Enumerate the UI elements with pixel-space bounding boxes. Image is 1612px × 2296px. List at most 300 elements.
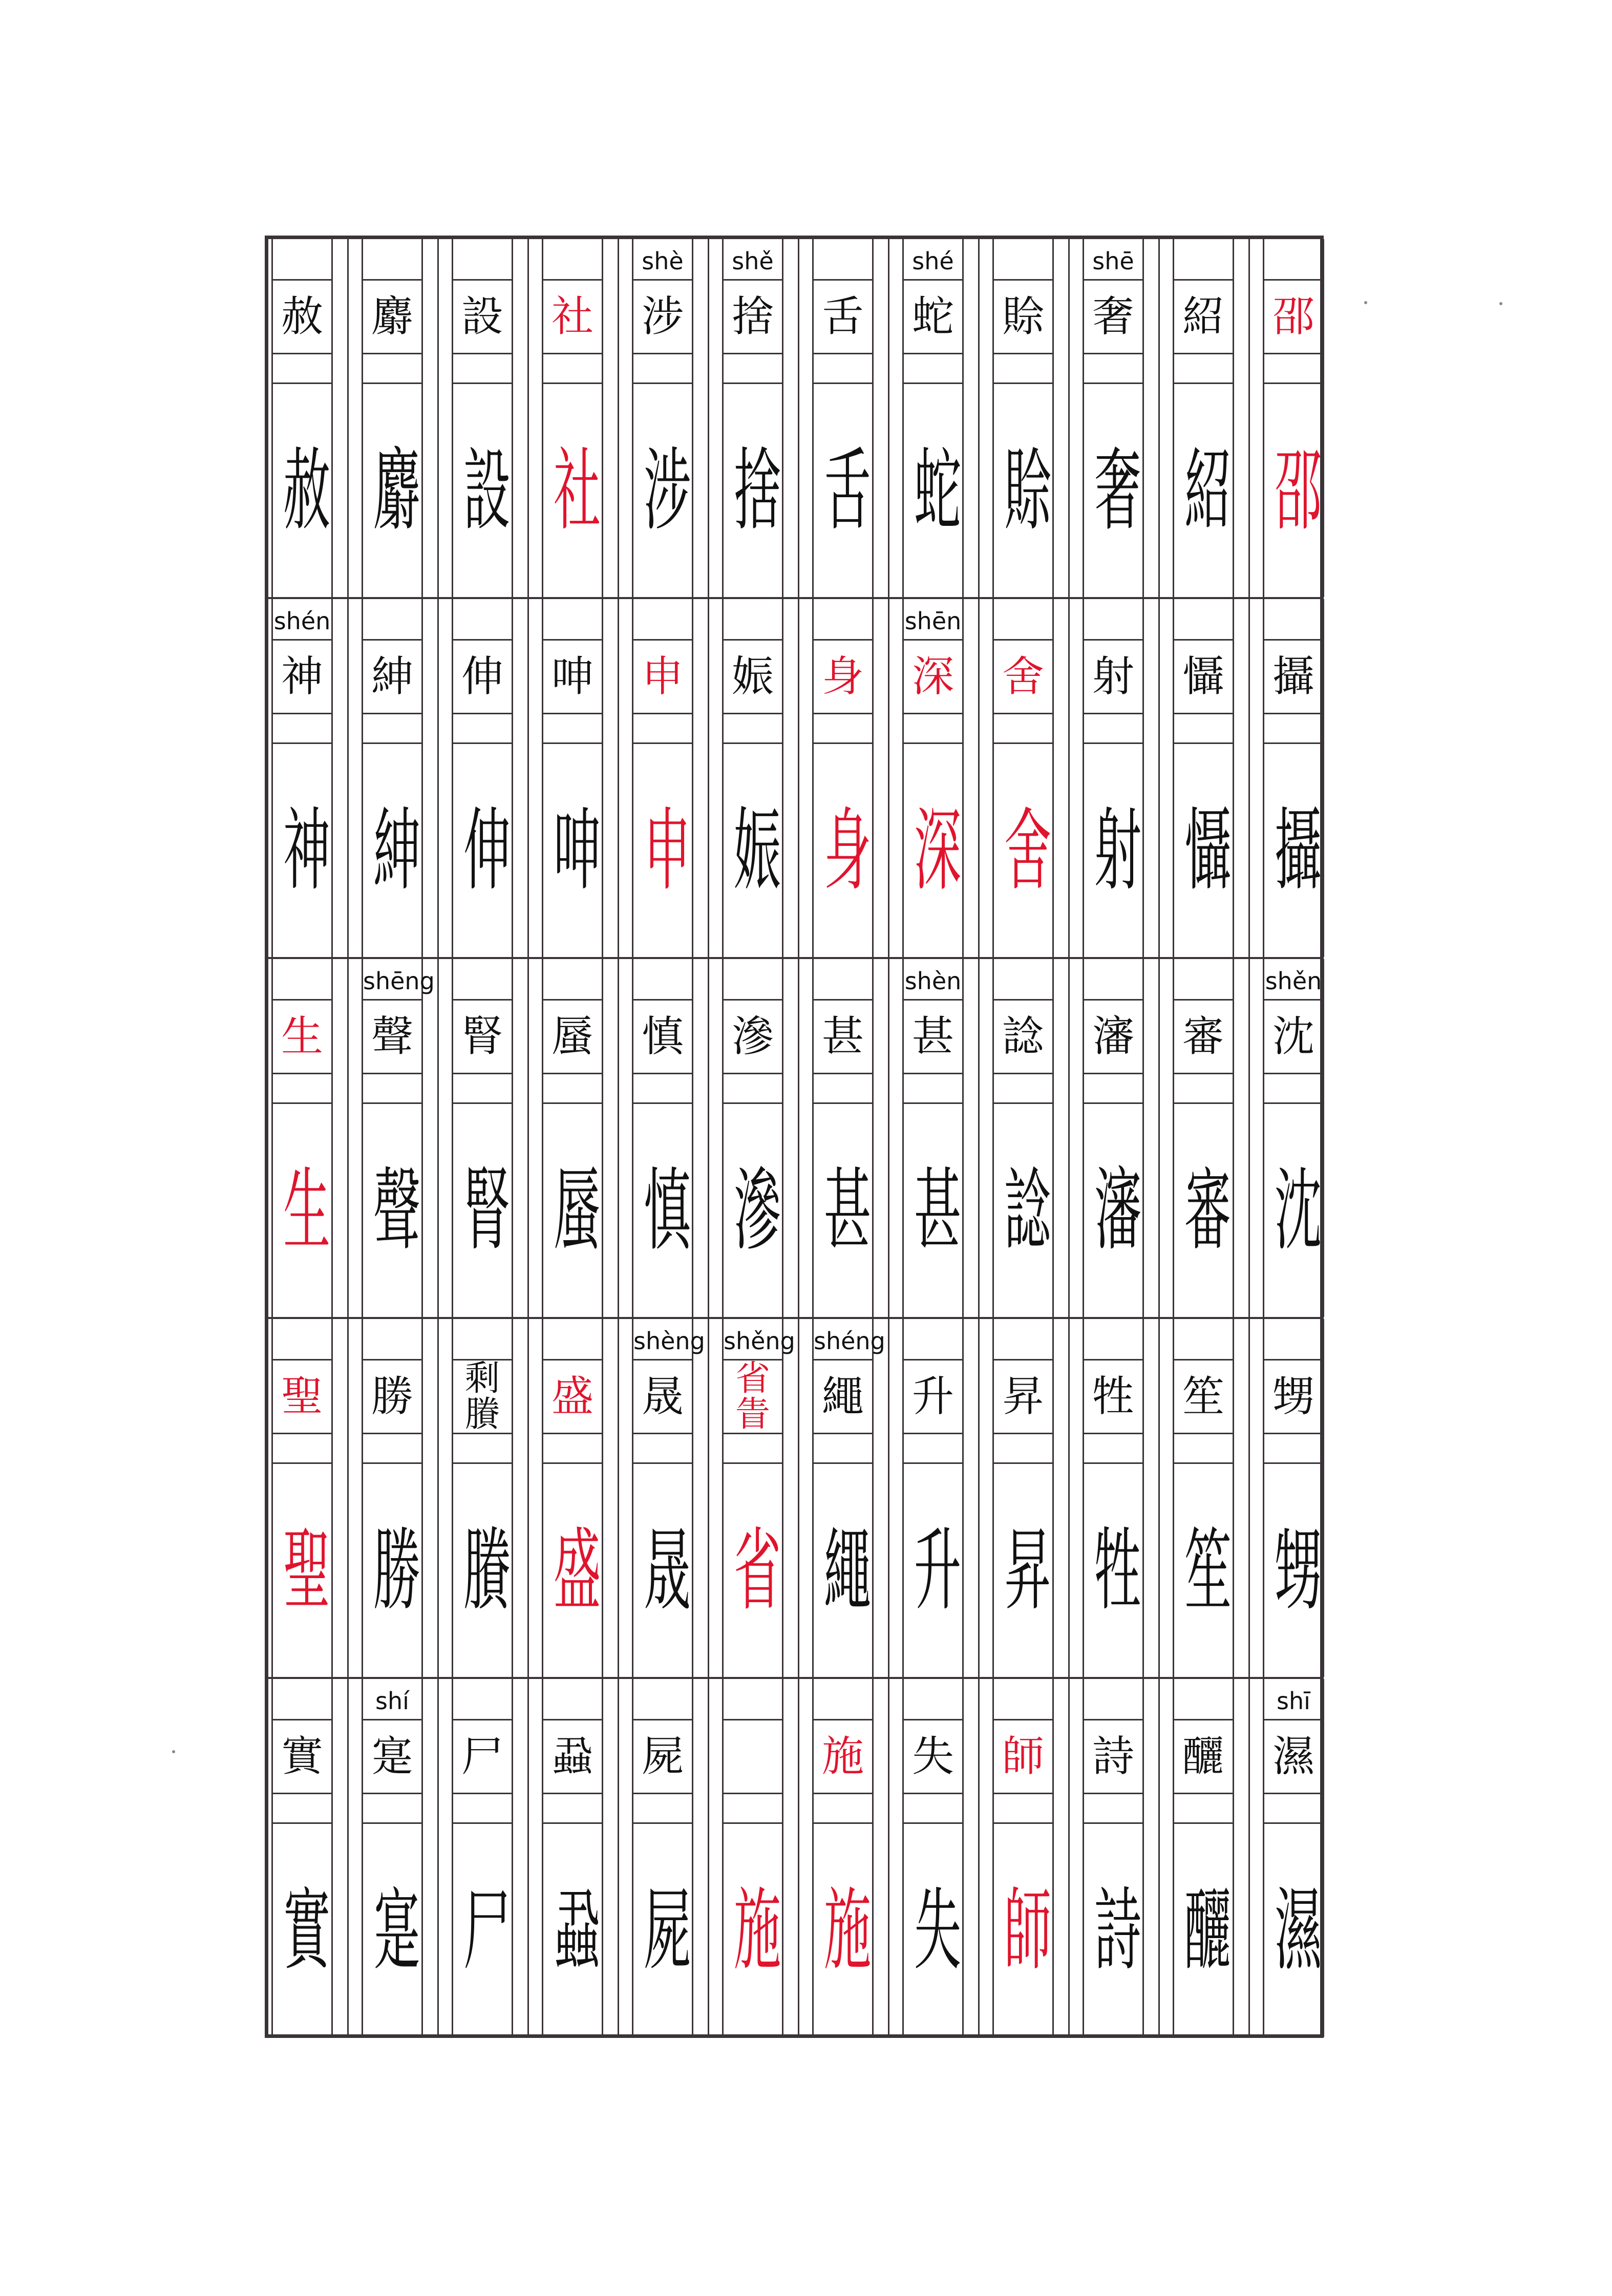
cell-divider bbox=[633, 279, 692, 281]
cell-divider bbox=[1174, 639, 1233, 641]
pinyin-label bbox=[904, 1683, 962, 1719]
pinyin-label: shí bbox=[375, 1687, 409, 1715]
pinyin-label bbox=[453, 1683, 512, 1719]
pinyin-label bbox=[1174, 1683, 1233, 1719]
pinyin-label: shēng bbox=[363, 967, 435, 995]
modern-character: 赦 bbox=[281, 292, 323, 341]
cell-divider bbox=[994, 1719, 1052, 1720]
seal-script-glyph: 甚 bbox=[906, 1162, 961, 1252]
modern-character: 繩 bbox=[821, 1372, 864, 1421]
character-column bbox=[362, 239, 423, 597]
scan-speck bbox=[172, 1750, 175, 1753]
row-band bbox=[268, 599, 1320, 959]
pinyin-label bbox=[994, 1323, 1052, 1359]
cell-divider bbox=[724, 279, 782, 281]
modern-character: 社 bbox=[551, 292, 593, 341]
pinyin-label bbox=[814, 243, 872, 279]
modern-character: 濕 bbox=[1272, 1732, 1314, 1781]
cell-divider bbox=[1264, 1719, 1323, 1720]
pinyin-label bbox=[633, 1683, 692, 1719]
modern-character: 實 bbox=[281, 1732, 323, 1781]
character-column bbox=[1263, 1319, 1324, 1677]
pinyin-label bbox=[814, 1683, 872, 1719]
character-column bbox=[362, 959, 435, 1317]
seal-script-glyph: 懾 bbox=[1177, 802, 1232, 892]
column-gap-line bbox=[1158, 959, 1160, 1317]
modern-character: 捨 bbox=[731, 292, 774, 341]
cell-divider bbox=[724, 999, 782, 1001]
column-gap-line bbox=[347, 1679, 349, 2037]
cell-divider bbox=[1084, 999, 1142, 1001]
cell-divider bbox=[633, 1719, 692, 1720]
character-column bbox=[1173, 1319, 1234, 1677]
column-gap-line bbox=[978, 239, 980, 597]
modern-character: 涉 bbox=[641, 292, 684, 341]
character-column bbox=[542, 599, 603, 957]
pinyin-label bbox=[904, 1323, 962, 1359]
seal-script-glyph: 升 bbox=[906, 1522, 961, 1612]
pinyin-label bbox=[724, 603, 782, 639]
column-gap-line bbox=[527, 1319, 529, 1677]
seal-script-glyph: 諗 bbox=[996, 1162, 1051, 1252]
cell-divider bbox=[1084, 639, 1142, 641]
modern-character: 盛 bbox=[551, 1372, 593, 1421]
seal-script-glyph: 設 bbox=[456, 442, 511, 533]
modern-character: 昇 bbox=[1002, 1372, 1044, 1421]
cell-divider bbox=[994, 639, 1052, 641]
modern-character: 省眚 bbox=[735, 1358, 770, 1435]
column-gap-line bbox=[1248, 599, 1250, 957]
seal-script-glyph: 昇 bbox=[996, 1522, 1051, 1612]
cell-divider bbox=[363, 279, 421, 281]
pinyin-label bbox=[1264, 603, 1323, 639]
cell-divider bbox=[1174, 999, 1233, 1001]
seal-script-glyph: 赦 bbox=[275, 442, 330, 533]
modern-character: 麝 bbox=[371, 292, 413, 341]
character-column bbox=[542, 239, 603, 597]
modern-character: 晟 bbox=[641, 1372, 684, 1421]
modern-character: 舍 bbox=[1002, 652, 1044, 701]
cell-divider bbox=[814, 639, 872, 641]
column-gap-line bbox=[798, 599, 799, 957]
cell-divider bbox=[1084, 1719, 1142, 1720]
character-column bbox=[452, 1679, 513, 2037]
cell-divider bbox=[904, 1359, 962, 1360]
pinyin-label: shē bbox=[1092, 247, 1134, 275]
modern-character: 蝨 bbox=[551, 1732, 593, 1781]
modern-character: 申 bbox=[641, 652, 684, 701]
cell-divider bbox=[273, 639, 331, 641]
cell-divider bbox=[814, 279, 872, 281]
modern-character: 失 bbox=[911, 1732, 954, 1781]
seal-script-glyph: 身 bbox=[816, 802, 871, 892]
character-column bbox=[992, 959, 1054, 1317]
modern-character: 紳 bbox=[371, 652, 413, 701]
seal-script-glyph: 晟 bbox=[636, 1522, 691, 1612]
character-column bbox=[362, 1679, 423, 2037]
character-column bbox=[902, 1319, 964, 1677]
column-gap-line bbox=[888, 1319, 889, 1677]
seal-script-glyph: 舍 bbox=[996, 802, 1051, 892]
character-column bbox=[271, 959, 333, 1317]
character-column bbox=[1083, 239, 1144, 597]
column-gap-line bbox=[347, 599, 349, 957]
pinyin-label bbox=[273, 1323, 331, 1359]
character-column bbox=[632, 1679, 693, 2037]
modern-character: 施 bbox=[821, 1732, 864, 1781]
cell-divider bbox=[453, 999, 512, 1001]
seal-script-glyph: 紳 bbox=[366, 802, 420, 892]
character-column bbox=[271, 1319, 333, 1677]
character-column bbox=[812, 1319, 885, 1677]
modern-character: 升 bbox=[911, 1372, 954, 1421]
character-column bbox=[1263, 599, 1324, 957]
character-column bbox=[271, 239, 333, 597]
cell-divider bbox=[363, 1719, 421, 1720]
character-column bbox=[722, 1679, 783, 2037]
cell-divider bbox=[543, 639, 602, 641]
modern-character: 寔 bbox=[371, 1732, 413, 1781]
character-column bbox=[992, 599, 1054, 957]
cell-divider bbox=[633, 639, 692, 641]
pinyin-label bbox=[994, 1683, 1052, 1719]
modern-character: 神 bbox=[281, 652, 323, 701]
pinyin-label bbox=[724, 1683, 782, 1719]
modern-character: 審 bbox=[1182, 1012, 1224, 1061]
seal-script-glyph: 寔 bbox=[366, 1882, 420, 1972]
modern-character: 深 bbox=[911, 652, 954, 701]
modern-character: 射 bbox=[1092, 652, 1134, 701]
column-gap-line bbox=[437, 599, 439, 957]
cell-divider bbox=[273, 999, 331, 1001]
cell-divider bbox=[273, 279, 331, 281]
row-band bbox=[268, 239, 1320, 599]
modern-character: 尸 bbox=[461, 1732, 503, 1781]
seal-script-glyph: 甥 bbox=[1267, 1522, 1322, 1612]
pinyin-label: shèn bbox=[904, 967, 962, 995]
character-column bbox=[452, 959, 513, 1317]
column-gap-line bbox=[978, 599, 980, 957]
modern-character: 紹 bbox=[1182, 292, 1224, 341]
modern-character: 腎 bbox=[461, 1012, 503, 1061]
seal-script-glyph: 涉 bbox=[636, 442, 691, 533]
cell-divider bbox=[994, 279, 1052, 281]
pinyin-label bbox=[453, 243, 512, 279]
pinyin-label bbox=[633, 963, 692, 999]
column-gap-line bbox=[1068, 1679, 1070, 2037]
pinyin-label: shén bbox=[273, 607, 331, 635]
column-gap-line bbox=[527, 1679, 529, 2037]
seal-script-glyph: 詩 bbox=[1087, 1882, 1141, 1972]
pinyin-label bbox=[543, 963, 602, 999]
row-band bbox=[268, 959, 1320, 1319]
modern-character: 蛇 bbox=[911, 292, 954, 341]
scan-speck bbox=[1364, 301, 1367, 304]
column-gap-line bbox=[1068, 959, 1070, 1317]
cell-divider bbox=[633, 1359, 692, 1360]
character-column bbox=[542, 959, 603, 1317]
seal-script-glyph: 沈 bbox=[1267, 1162, 1322, 1252]
seal-script-glyph: 射 bbox=[1087, 802, 1141, 892]
pinyin-label bbox=[814, 603, 872, 639]
seal-script-glyph: 社 bbox=[546, 442, 601, 533]
column-gap-line bbox=[618, 239, 619, 597]
cell-divider bbox=[1264, 999, 1323, 1001]
character-column bbox=[632, 599, 693, 957]
character-column bbox=[722, 959, 783, 1317]
cell-divider bbox=[814, 999, 872, 1001]
column-gap-line bbox=[1248, 1679, 1250, 2037]
seal-script-glyph: 舌 bbox=[816, 442, 871, 533]
modern-character: 娠 bbox=[731, 652, 774, 701]
cell-divider bbox=[1084, 1359, 1142, 1360]
pinyin-label bbox=[1084, 1323, 1142, 1359]
column-gap-line bbox=[1068, 599, 1070, 957]
column-gap-line bbox=[618, 1319, 619, 1677]
cell-divider bbox=[453, 279, 512, 281]
pinyin-label bbox=[1264, 243, 1323, 279]
pinyin-label bbox=[633, 603, 692, 639]
character-column bbox=[632, 239, 693, 597]
pinyin-label bbox=[363, 1323, 421, 1359]
seal-script-glyph: 師 bbox=[996, 1882, 1051, 1972]
pinyin-label bbox=[273, 1683, 331, 1719]
pinyin-label bbox=[814, 963, 872, 999]
character-column bbox=[902, 239, 964, 597]
cell-divider bbox=[453, 1719, 512, 1720]
character-column bbox=[1083, 1679, 1144, 2037]
cell-divider bbox=[1264, 279, 1323, 281]
row-band bbox=[268, 1679, 1320, 2037]
character-column bbox=[452, 599, 513, 957]
character-table bbox=[265, 236, 1324, 2038]
cell-divider bbox=[994, 999, 1052, 1001]
pinyin-label bbox=[363, 243, 421, 279]
column-gap-line bbox=[437, 1319, 439, 1677]
modern-character: 呻 bbox=[551, 652, 593, 701]
seal-script-glyph: 審 bbox=[1177, 1162, 1232, 1252]
seal-script-glyph: 奢 bbox=[1087, 442, 1141, 533]
seal-script-glyph: 慎 bbox=[636, 1162, 691, 1252]
cell-divider bbox=[363, 1359, 421, 1360]
modern-character: 身 bbox=[821, 652, 864, 701]
modern-character: 邵 bbox=[1272, 292, 1314, 341]
column-gap-line bbox=[618, 959, 619, 1317]
character-column bbox=[452, 239, 513, 597]
pinyin-label: shé bbox=[912, 247, 954, 275]
pinyin-label bbox=[543, 1323, 602, 1359]
cell-divider bbox=[904, 1719, 962, 1720]
character-column bbox=[722, 239, 783, 597]
seal-script-glyph: 勝 bbox=[366, 1522, 420, 1612]
modern-character: 生 bbox=[281, 1012, 323, 1061]
column-gap-line bbox=[437, 959, 439, 1317]
pinyin-label bbox=[1174, 1323, 1233, 1359]
cell-divider bbox=[543, 1359, 602, 1360]
column-gap-line bbox=[888, 599, 889, 957]
column-gap-line bbox=[798, 959, 799, 1317]
pinyin-label bbox=[1174, 963, 1233, 999]
column-gap-line bbox=[888, 959, 889, 1317]
character-column bbox=[632, 959, 693, 1317]
pinyin-label bbox=[1084, 603, 1142, 639]
modern-character: 攝 bbox=[1272, 652, 1314, 701]
cell-divider bbox=[453, 639, 512, 641]
seal-script-glyph: 聲 bbox=[366, 1162, 420, 1252]
cell-divider bbox=[1174, 279, 1233, 281]
column-gap-line bbox=[527, 959, 529, 1317]
character-column bbox=[542, 1319, 603, 1677]
modern-character: 詩 bbox=[1092, 1732, 1134, 1781]
character-column bbox=[992, 1319, 1054, 1677]
modern-character: 勝 bbox=[371, 1372, 413, 1421]
seal-script-glyph: 蝨 bbox=[546, 1882, 601, 1972]
character-column bbox=[812, 1679, 874, 2037]
seal-script-glyph: 呻 bbox=[546, 802, 601, 892]
modern-character: 賒 bbox=[1002, 292, 1044, 341]
pinyin-label bbox=[1174, 603, 1233, 639]
pinyin-label bbox=[363, 603, 421, 639]
seal-script-glyph: 施 bbox=[726, 1882, 781, 1972]
seal-script-glyph: 伸 bbox=[456, 802, 511, 892]
character-column bbox=[542, 1679, 603, 2037]
column-gap-line bbox=[1248, 239, 1250, 597]
seal-script-glyph: 尸 bbox=[456, 1882, 511, 1972]
seal-script-glyph: 娠 bbox=[726, 802, 781, 892]
cell-divider bbox=[543, 999, 602, 1001]
seal-script-glyph: 實 bbox=[275, 1882, 330, 1972]
column-gap-line bbox=[888, 239, 889, 597]
character-column bbox=[812, 239, 874, 597]
character-column bbox=[812, 599, 874, 957]
seal-script-glyph: 釃 bbox=[1177, 1882, 1232, 1972]
pinyin-label bbox=[543, 603, 602, 639]
modern-character: 甥 bbox=[1272, 1372, 1314, 1421]
pinyin-label bbox=[1084, 963, 1142, 999]
pinyin-label: shěng bbox=[724, 1327, 795, 1355]
character-column bbox=[1263, 959, 1324, 1317]
character-column bbox=[632, 1319, 705, 1677]
seal-script-glyph: 牲 bbox=[1087, 1522, 1141, 1612]
pinyin-label bbox=[724, 963, 782, 999]
column-gap-line bbox=[347, 1319, 349, 1677]
modern-character: 蜃 bbox=[551, 1012, 593, 1061]
cell-divider bbox=[904, 639, 962, 641]
modern-character: 師 bbox=[1002, 1732, 1044, 1781]
column-gap-line bbox=[1248, 959, 1250, 1317]
column-gap-line bbox=[1158, 1679, 1160, 2037]
column-gap-line bbox=[1158, 239, 1160, 597]
modern-character: 沈 bbox=[1272, 1012, 1314, 1061]
cell-divider bbox=[363, 999, 421, 1001]
seal-script-glyph: 失 bbox=[906, 1882, 961, 1972]
column-gap-line bbox=[618, 599, 619, 957]
character-column bbox=[1173, 599, 1234, 957]
character-column bbox=[1263, 239, 1324, 597]
pinyin-label: shéng bbox=[814, 1327, 885, 1355]
column-gap-line bbox=[978, 1319, 980, 1677]
column-gap-line bbox=[527, 239, 529, 597]
seal-script-glyph: 神 bbox=[275, 802, 330, 892]
character-column bbox=[902, 959, 964, 1317]
pinyin-label: shè bbox=[642, 247, 684, 275]
column-gap-line bbox=[708, 239, 709, 597]
modern-character: 甚 bbox=[911, 1012, 954, 1061]
character-column bbox=[1083, 959, 1144, 1317]
pinyin-label bbox=[273, 243, 331, 279]
seal-script-glyph: 紹 bbox=[1177, 442, 1232, 533]
seal-script-glyph: 蛇 bbox=[906, 442, 961, 533]
character-column bbox=[1083, 599, 1144, 957]
seal-script-glyph: 麝 bbox=[366, 442, 420, 533]
seal-script-glyph: 省 bbox=[726, 1522, 781, 1612]
seal-script-glyph: 甚 bbox=[816, 1162, 871, 1252]
seal-script-glyph: 施 bbox=[816, 1882, 871, 1972]
modern-character: 聖 bbox=[281, 1372, 323, 1421]
cell-divider bbox=[633, 999, 692, 1001]
modern-character: 甚 bbox=[821, 1012, 864, 1061]
character-column bbox=[1173, 239, 1234, 597]
cell-divider bbox=[994, 1359, 1052, 1360]
column-gap-line bbox=[437, 239, 439, 597]
seal-script-glyph: 賒 bbox=[996, 442, 1051, 533]
character-column bbox=[902, 1679, 964, 2037]
modern-character: 剩賸 bbox=[464, 1358, 500, 1435]
cell-divider bbox=[543, 279, 602, 281]
modern-character: 諗 bbox=[1002, 1012, 1044, 1061]
column-gap-line bbox=[1068, 1319, 1070, 1677]
modern-character: 屍 bbox=[641, 1732, 684, 1781]
cell-divider bbox=[363, 639, 421, 641]
character-column bbox=[1083, 1319, 1144, 1677]
pinyin-label bbox=[453, 1323, 512, 1359]
character-column bbox=[812, 959, 874, 1317]
modern-character: 瀋 bbox=[1092, 1012, 1134, 1061]
column-gap-line bbox=[347, 239, 349, 597]
seal-script-glyph: 邵 bbox=[1267, 442, 1322, 533]
seal-script-glyph: 賸 bbox=[456, 1522, 511, 1612]
character-column bbox=[362, 1319, 423, 1677]
column-gap-line bbox=[1068, 239, 1070, 597]
column-gap-line bbox=[798, 1679, 799, 2037]
cell-divider bbox=[814, 1719, 872, 1720]
seal-script-glyph: 盛 bbox=[546, 1522, 601, 1612]
cell-divider bbox=[904, 999, 962, 1001]
modern-character: 滲 bbox=[731, 1012, 774, 1061]
column-gap-line bbox=[708, 1319, 709, 1677]
seal-script-glyph: 滲 bbox=[726, 1162, 781, 1252]
column-gap-line bbox=[527, 599, 529, 957]
column-gap-line bbox=[1248, 1319, 1250, 1677]
column-gap-line bbox=[437, 1679, 439, 2037]
cell-divider bbox=[1174, 1359, 1233, 1360]
pinyin-label bbox=[994, 603, 1052, 639]
seal-script-glyph: 屍 bbox=[636, 1882, 691, 1972]
cell-divider bbox=[1174, 1719, 1233, 1720]
seal-script-glyph: 深 bbox=[906, 802, 961, 892]
character-column bbox=[902, 599, 964, 957]
character-column bbox=[992, 1679, 1054, 2037]
character-column bbox=[1173, 1679, 1234, 2037]
modern-character: 設 bbox=[461, 292, 503, 341]
character-column bbox=[271, 599, 333, 957]
pinyin-label: shèng bbox=[633, 1327, 705, 1355]
cell-divider bbox=[724, 639, 782, 641]
seal-script-glyph: 繩 bbox=[816, 1522, 871, 1612]
modern-character: 懾 bbox=[1182, 652, 1224, 701]
modern-character: 釃 bbox=[1182, 1732, 1224, 1781]
seal-script-glyph: 聖 bbox=[275, 1522, 330, 1612]
